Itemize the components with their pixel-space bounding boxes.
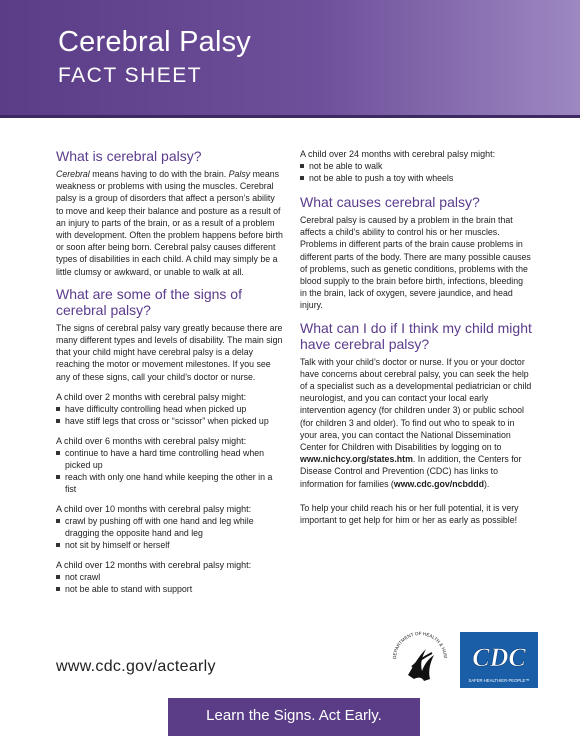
cdc-ncbddd-link[interactable]: www.cdc.gov/ncbddd — [393, 478, 484, 489]
text-fragment: Talk with your child’s doctor or nurse. If you or your doctor have concerns about cerebral palsy, you can seek the help of a specialist such as a developmental pediatrician or child neurologist, and you can contact your local early intervention agency (for children under 3) or public school (for children 3 and older). To find out who to speak to in your area, you can contact the National Dissemination Center for Children with Disabilities by logging on to — [300, 356, 532, 453]
left-column — [56, 148, 284, 597]
age-group-list — [300, 160, 532, 184]
hhs-seal-text: DEPARTMENT OF HEALTH & HUM — [391, 630, 449, 660]
bottom-banner-text: Learn the Signs. Act Early. — [206, 707, 382, 724]
hhs-seal-icon — [388, 627, 452, 691]
footer-url[interactable]: www.cdc.gov/actearly — [56, 658, 216, 675]
bottom-banner — [168, 698, 420, 736]
right-column — [300, 148, 532, 534]
cdc-logo-icon — [460, 632, 538, 688]
term-cerebral: Cerebral — [56, 169, 90, 179]
section-body-what-is — [56, 168, 284, 278]
list-item: not sit by himself or herself — [56, 539, 284, 551]
section-body-signs: The signs of cerebral palsy vary greatly because there are many different types and levels of disability. The main sign that your child might have cerebral palsy is a delay reaching the motor or movement milestones. If you see any of these signs, call your child’s doctor or nurse. — [56, 322, 283, 382]
page-title: Cerebral Palsy — [58, 26, 251, 58]
cdc-logo-text: CDC — [472, 643, 526, 672]
list-item: continue to have a hard time controlling head when picked up — [56, 447, 284, 471]
age-group-lead: A child over 24 months with cerebral palsy might: — [300, 149, 496, 159]
svg-text:DEPARTMENT OF HEALTH & HUMAN S — [388, 627, 448, 659]
age-group-list — [56, 571, 284, 595]
section-body-causes: Cerebral palsy is caused by a problem in the brain that affects a child’s ability to control his or her muscles. Problems in different parts of the brain cause problems in different parts of the body. There are many possible causes of problems, such as genetic conditions, problems with the blood supply to the brain before birth, infections, bleeding in the brain, lack of oxygen, severe jaundice, and head injury. — [300, 215, 531, 311]
section-body-what-can-i-do — [300, 356, 532, 490]
list-item: crawl by pushing off with one hand and leg while dragging the opposite hand and leg — [56, 515, 284, 539]
age-group-lead: A child over 10 months with cerebral palsy might: — [56, 503, 252, 514]
nichcy-link[interactable]: www.nichcy.org/states.htm — [300, 454, 413, 465]
list-item: not be able to push a toy with wheels — [300, 172, 532, 184]
list-item: not be able to stand with support — [56, 583, 284, 595]
text-fragment: means weakness or problems with using the muscles. Cerebral palsy is a group of disorders that affect a person’s ability to move and keep their balance and posture as a result of an injury to parts of the brain, or as a result of a problem with development. Often the problem happens before birth or soon after being born. Cerebral palsy causes different types of disabilities in each child. A child may simply be a little clumsy or awkward, or unable to walk at all. — [56, 169, 283, 277]
age-group-list — [56, 447, 284, 495]
section-heading-causes: What causes cerebral palsy? — [300, 194, 480, 210]
list-item: not crawl — [56, 571, 284, 583]
age-group-list — [56, 515, 284, 551]
age-group-list — [56, 403, 284, 427]
list-item: have stiff legs that cross or “scissor” when picked up — [56, 415, 284, 427]
list-item: have difficulty controlling head when picked up — [56, 403, 284, 415]
age-group-lead: A child over 6 months with cerebral palsy might: — [56, 435, 247, 446]
section-heading-what-can-i-do: What can I do if I think my child might have cerebral palsy? — [300, 319, 532, 352]
list-item: reach with only one hand while keeping the other in a fist — [56, 471, 284, 495]
term-palsy: Palsy — [228, 169, 251, 179]
text-fragment: . In addition, the Centers for Disease Control and Prevention (CDC) has links to information for families ( — [300, 454, 522, 489]
age-group-lead: A child over 12 months with cerebral palsy might: — [56, 559, 252, 570]
text-fragment: ). — [483, 478, 490, 489]
section-heading-what-is: What is cerebral palsy? — [56, 148, 202, 164]
list-item: not be able to walk — [300, 160, 532, 172]
header-banner — [0, 0, 580, 118]
cdc-logo — [460, 632, 538, 688]
text-fragment: means having to do with the brain. — [89, 169, 229, 179]
section-heading-signs: What are some of the signs of cerebral palsy? — [56, 285, 242, 318]
age-group-lead: A child over 2 months with cerebral palsy might: — [56, 391, 247, 402]
cdc-tagline: SAFER·HEALTHIER·PEOPLE™ — [468, 678, 530, 683]
closing-paragraph: To help your child reach his or her full potential, it is very important to get help for him or her as early as possible! — [300, 502, 519, 526]
page-subtitle: FACT SHEET — [58, 64, 203, 87]
